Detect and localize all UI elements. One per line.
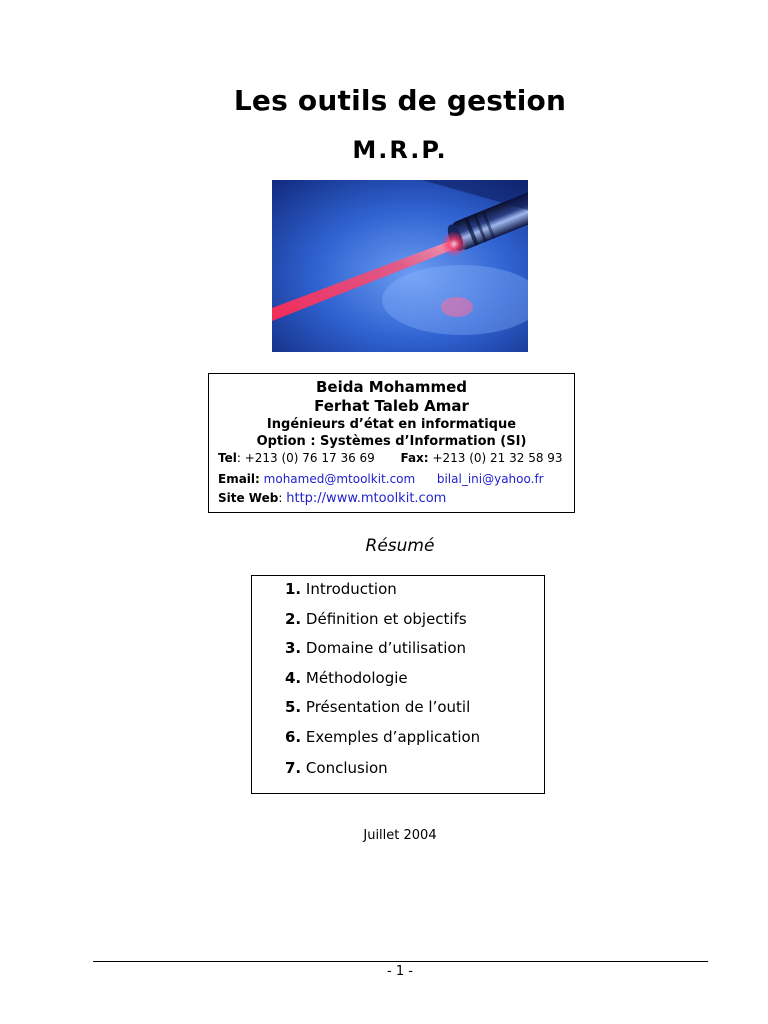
toc-label: Présentation de l’outil xyxy=(305,698,471,716)
toc-item xyxy=(285,669,408,687)
table-of-contents xyxy=(251,575,545,794)
website-row xyxy=(218,491,446,506)
email-label: Email xyxy=(218,472,256,486)
author-info-box xyxy=(208,373,575,513)
toc-label: Exemples d’application xyxy=(305,728,481,746)
toc-item xyxy=(285,639,466,657)
document-date: Juillet 2004 xyxy=(363,828,437,843)
page-number: - 1 - xyxy=(387,964,413,979)
tel-label: Tel xyxy=(218,451,237,465)
toc-label: Définition et objectifs xyxy=(305,610,467,628)
toc-label: Domaine d’utilisation xyxy=(305,639,467,657)
document-subtitle: M.R.P. xyxy=(352,136,448,164)
author-option: Option : Systèmes d’Information (SI) xyxy=(256,434,527,449)
toc-number: 4. xyxy=(285,669,302,687)
site-colon: : xyxy=(278,491,283,505)
author-role: Ingénieurs d’état en informatique xyxy=(266,417,517,432)
toc-number: 2. xyxy=(285,610,302,628)
toc-item xyxy=(285,759,388,777)
author-name-1: Beida Mohammed xyxy=(315,378,468,396)
toc-item xyxy=(285,698,470,716)
fax-value: +213 (0) 21 32 58 93 xyxy=(432,451,563,465)
phone-fax-row xyxy=(218,451,563,465)
fax-label: Fax: xyxy=(400,451,429,465)
email-colon: : xyxy=(255,472,260,486)
laser-pointer-image xyxy=(272,180,528,352)
toc-item xyxy=(285,580,397,598)
footer-divider xyxy=(93,961,708,962)
email-row xyxy=(218,472,544,486)
toc-number: 5. xyxy=(285,698,302,716)
toc-number: 1. xyxy=(285,580,302,598)
toc-item xyxy=(285,728,480,746)
toc-number: 7. xyxy=(285,759,302,777)
email-link-1[interactable]: mohamed@mtoolkit.com xyxy=(263,472,416,486)
tel-value: : +213 (0) 76 17 36 69 xyxy=(236,451,375,465)
toc-number: 6. xyxy=(285,728,302,746)
email-link-2[interactable]: bilal_ini@yahoo.fr xyxy=(436,472,544,486)
resume-heading: Résumé xyxy=(365,536,435,556)
site-label: Site Web xyxy=(218,491,279,505)
website-link[interactable]: http://www.mtoolkit.com xyxy=(286,491,447,506)
toc-item xyxy=(285,610,467,628)
author-name-2: Ferhat Taleb Amar xyxy=(314,397,469,415)
toc-label: Introduction xyxy=(305,580,397,598)
toc-number: 3. xyxy=(285,639,302,657)
toc-label: Conclusion xyxy=(305,759,388,777)
document-title: Les outils de gestion xyxy=(233,84,567,117)
toc-label: Méthodologie xyxy=(305,669,408,687)
